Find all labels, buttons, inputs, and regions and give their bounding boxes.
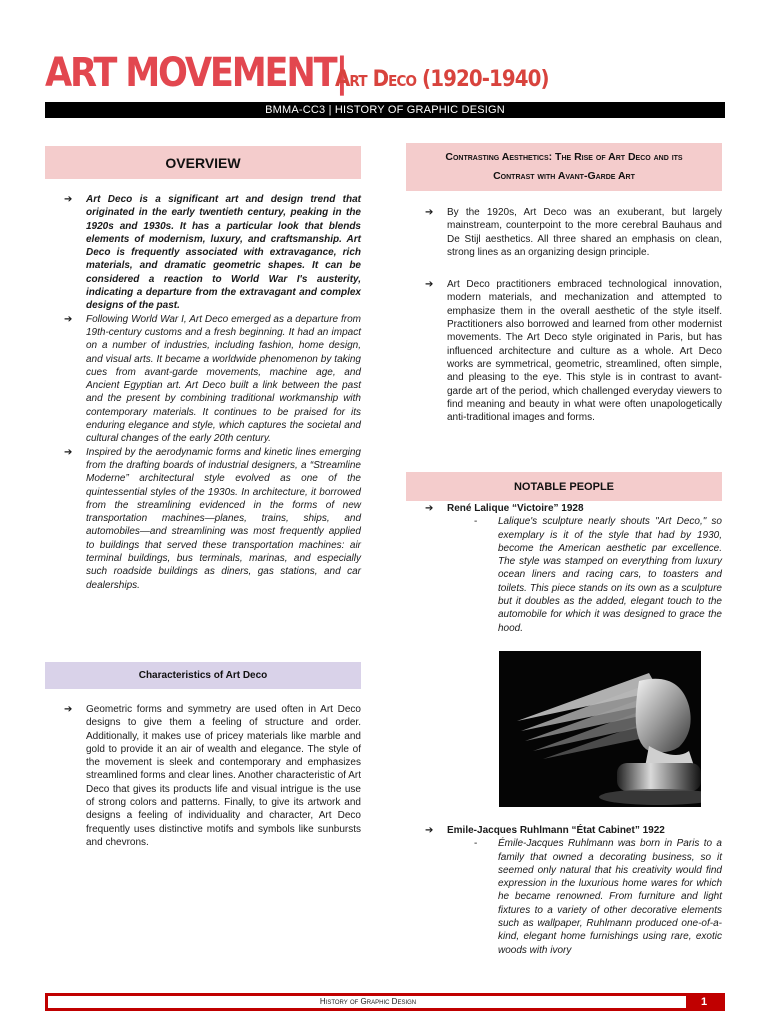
page-footer: [45, 993, 725, 1011]
person-name: ➔ René Lalique “Victoire” 1928: [425, 503, 584, 514]
list-item: ➔ Geometric forms and symmetry are used often in Art Deco designs to give them a feeling of structure and order. Additionally, it makes use of pricey materials like marble and gold to provide it an air of wealth and elegance. The style of the movement is sleek and contemporary and emphasizes streamlined forms and clear lines. Another characteristic of Art Deco that gives its products life and visual intrigue is the use of strong colors and patterns. Finally, to give its artwork and designs a feeling of individuality and character, Art Deco frequently uses distinctive motifs and symbols like sunbursts and chevrons.: [64, 704, 361, 848]
person-description: - Émile-Jacques Ruhlmann was born in Paris to a family that owned a decorating business, so it seemed only natural that his creativity would find expression in the luxurious home wares for which he became renowned. From furniture and light fixtures to a variety of other decorative elements such as wallpaper, Ruhlmann produced one-of-a-kind, elegant home furnishings using rare, exotic woods with ivory: [474, 838, 722, 956]
list-item: ➔ By the 1920s, Art Deco was an exuberant, but largely mainstream, counterpoint to the more cerebral Bauhaus and De Stijl aesthetics. All three shared an emphasis on clean, strong lines as an organizing design principle.: [425, 207, 722, 258]
arrow-right-icon: ➔: [425, 825, 434, 836]
list-item: ➔ Art Deco practitioners embraced technological innovation, modern materials, and mechanization and attempted to emphasize them in the overall aesthetic of the style itself. Practitioners also borrowed and learned from other modernist movements. The Art Deco style originated in Paris, but has influenced architecture and culture as a whole. Art Deco works are symmetrical, geometric, streamlined, often simple, and pleasing to the eye. This style is in contrast to avant-garde art of the period, which challenged everyday viewers to find meaning and beauty in what were often unapologetically anti-traditional images and forms.: [425, 279, 722, 424]
person-ruhlmann: [406, 824, 722, 957]
arrow-right-icon: ➔: [64, 704, 73, 715]
arrow-right-icon: ➔: [425, 279, 434, 291]
page-number: 1: [686, 993, 722, 1011]
person-name: ➔ Emile-Jacques Ruhlmann “État Cabinet” 1922: [425, 825, 665, 836]
person-lalique: [406, 502, 722, 635]
arrow-right-icon: ➔: [425, 207, 434, 218]
sculpture-illustration: [499, 651, 701, 807]
notable-heading: NOTABLE PEOPLE: [406, 472, 722, 501]
contrasting-heading: Contrasting Aesthetics: The Rise of Art Deco and its Contrast with Avant-Garde Art: [406, 143, 722, 191]
course-bar: BMMA-CC3 | HISTORY OF GRAPHIC DESIGN: [45, 102, 725, 118]
victoire-sculpture-image: [499, 651, 701, 807]
overview-list: [45, 193, 361, 592]
arrow-right-icon: ➔: [64, 313, 73, 325]
title-main: ART MOVEMENT|: [45, 50, 347, 96]
dash-icon: -: [474, 838, 478, 850]
contrasting-list: [406, 206, 722, 424]
characteristics-list: [45, 703, 361, 849]
person-description: - Lalique's sculpture nearly shouts "Art Deco," so exemplary is it of the style that had by 1930, become the American aesthetic par excellence. The style was stamped on everything from luxury ocean liners and racing cars, to toasters and toilets. This piece stands on its own as a sculpture but it doubles as the added, elegant touch to the automobile for which it was designed to grace the hood.: [474, 516, 722, 634]
page-title: [45, 50, 725, 102]
list-item: ➔ Inspired by the aerodynamic forms and kinetic lines emerging from the drafting boards of industrial designers, a “Streamline Moderne” architectural style evolved as one of the quintessential styles of the 1930s. In architecture, it borrowed from the streamlining evidenced in the forms of new transportation machines—planes, trains, ships, and automobiles—and streamlining was most frequently applied to buildings that served these transportation machines: air terminal buildings, bus terminals, marinas, and especially such roadside buildings as diners, gas stations, and car dealerships.: [64, 446, 361, 591]
arrow-right-icon: ➔: [64, 194, 73, 205]
arrow-right-icon: ➔: [425, 503, 434, 514]
characteristics-heading: Characteristics of Art Deco: [45, 662, 361, 689]
dash-icon: -: [474, 516, 478, 528]
list-item: ➔ Art Deco is a significant art and design trend that originated in the early twentieth century, peaking in the 1920s and 1930s. It has a particular look that blends elements of modernism, luxury, and craftsmanship. Art Deco is frequently associated with extravagance, rich materials, and dramatic geometric shapes. It can be considered a reaction to World War I's austerity, indicating a departure from the extravagant and complex designs of the past.: [64, 194, 361, 312]
list-item: ➔ Following World War I, Art Deco emerged as a departure from 19th-century customs and a fresh beginning. It had an impact on a number of industries, including fashion, home design, and visual arts. It became a worldwide phenomenon by taking cues from avant-garde movements, machine age, and Ancient Egyptian art. Art Deco built a link between the past and the present by combining traditional workmanship with contemporary materials. It continues to be praised for its enduring elegance and style, which captures the societal and cultural changes of the early 20th century.: [64, 313, 361, 445]
footer-text: History of Graphic Design: [319, 997, 417, 1006]
title-subtitle: Art Deco (1920-1940): [335, 67, 549, 92]
overview-heading: OVERVIEW: [45, 146, 361, 179]
arrow-right-icon: ➔: [64, 446, 73, 458]
